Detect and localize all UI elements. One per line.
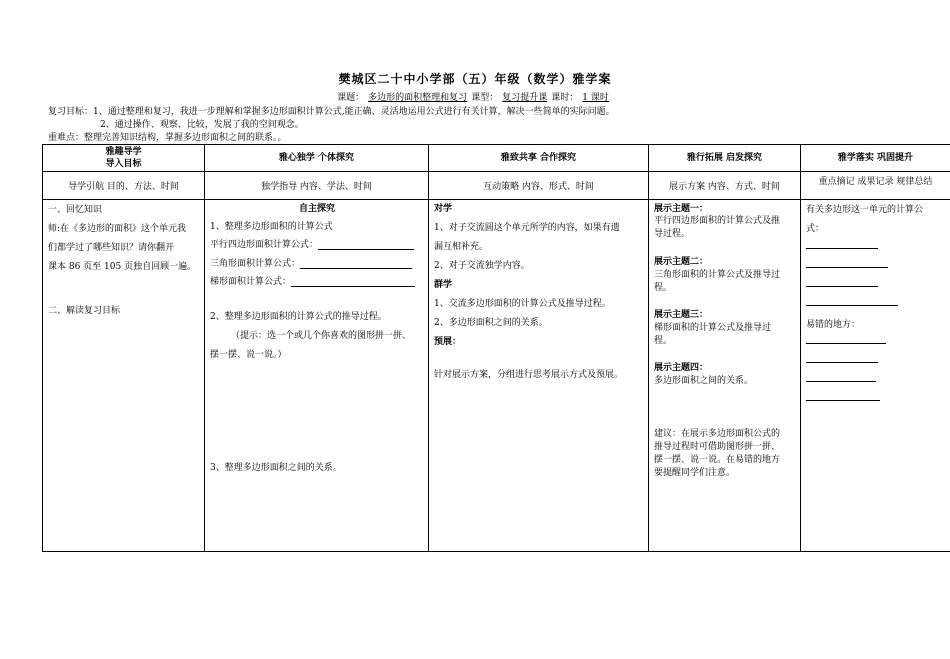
hours-value: 1 课时 xyxy=(582,93,609,103)
theme-heading: 展示主题三： xyxy=(654,310,709,320)
text-line: 1、交流多边形面积的计算公式及推导过程。 xyxy=(434,299,611,309)
formula-line-parallelogram: 平行四边形面积计算公式： xyxy=(210,237,414,250)
col-body-5 xyxy=(801,200,950,552)
text-line: 摆一摆、说一说。在易错的地方 xyxy=(654,455,781,465)
section-heading: 易错的地方： xyxy=(806,320,861,330)
col-header-5: 雅学落实 巩固提升 xyxy=(801,145,950,172)
text-line: 1、整理多边形面积的计算公式 xyxy=(210,222,333,232)
header-row xyxy=(43,145,950,172)
text-line: 程。 xyxy=(654,283,673,293)
text-line: 有关多边形这一单元的计算公 xyxy=(806,205,924,215)
answer-line[interactable] xyxy=(806,267,888,268)
text-line: 程。 xyxy=(654,336,673,346)
section-heading: 一、回忆知识 xyxy=(48,205,103,215)
col-header-1: 雅趣导学 导入目标 xyxy=(43,145,205,172)
formula-line-trapezoid: 梯形面积计算公式： xyxy=(210,274,415,287)
col-body-4 xyxy=(649,200,801,552)
answer-blank[interactable] xyxy=(291,286,415,287)
text-line: （提示：选一个或几个你喜欢的图形拼一拼、 xyxy=(231,331,412,341)
text-line: 们都学过了哪些知识？请你翻开 xyxy=(48,243,175,253)
col-subheader-5: 重点摘记 成果记录 规律总结 xyxy=(801,172,950,200)
type-value: 复习提升课 xyxy=(502,93,548,103)
topic-value: 多边形的面积整理和复习 xyxy=(368,93,468,103)
section-heading: 自主探究 xyxy=(298,204,335,214)
text-line: 漏互相补充。 xyxy=(434,242,489,252)
theme-heading: 展示主题二： xyxy=(654,257,709,267)
text-line: 建议：在展示多边形面积公式的 xyxy=(654,429,781,439)
text-line: 课本 86 页至 105 页独自回顾一遍。 xyxy=(48,262,197,272)
col-header-3: 雅致共享 合作探究 xyxy=(429,145,649,172)
text-line: 1、对子交流圆这个单元所学的内容，如果有遗 xyxy=(434,223,620,233)
hours-label: 课时： xyxy=(551,93,579,103)
subheader-row xyxy=(43,172,950,200)
col-body-2 xyxy=(205,200,429,552)
text-line: 推导过程时可借助图形拼一拼、 xyxy=(654,442,781,452)
answer-line[interactable] xyxy=(806,248,878,249)
text-line: 多边形面积之间的关系。 xyxy=(654,376,754,386)
col-subheader-1: 导学引航 目的、方法、时间 xyxy=(43,172,205,200)
answer-line[interactable] xyxy=(806,362,878,363)
answer-line[interactable] xyxy=(806,381,876,382)
answer-blank[interactable] xyxy=(318,249,414,250)
col-header-4: 雅行拓展 启发探究 xyxy=(649,145,801,172)
section-heading: 二、解读复习目标 xyxy=(48,306,121,316)
theme-heading: 展示主题一： xyxy=(654,204,709,214)
col-subheader-2: 独学指导 内容、学法、时间 xyxy=(205,172,429,200)
text-line: 2、整理多边形面积的计算公式的推导过程。 xyxy=(210,312,387,322)
text-line: 摆一摆、说一说。） xyxy=(210,350,287,360)
answer-line[interactable] xyxy=(806,286,878,287)
formula-line-triangle: 三角形面积计算公式： xyxy=(210,256,412,269)
text-line: 平行四边形面积的计算公式及推 xyxy=(654,216,781,226)
text-line: 3、整理多边形面积之间的关系。 xyxy=(210,463,342,473)
text-line: 导过程。 xyxy=(654,229,691,239)
text-line: 针对展示方案，分组进行思考展示方式及预展。 xyxy=(434,370,624,380)
col-subheader-4: 展示方案 内容、方式、时间 xyxy=(649,172,801,200)
text-line: 师:在《多边形的面积》这个单元我 xyxy=(48,224,187,234)
answer-line[interactable] xyxy=(806,400,880,401)
theme-heading: 展示主题四： xyxy=(654,363,709,373)
text-line: 2、对子交流独学内容。 xyxy=(434,261,530,271)
text-line: 要提醒同学们注意。 xyxy=(654,468,736,478)
answer-blank[interactable] xyxy=(300,268,412,269)
answer-line[interactable] xyxy=(806,305,898,306)
type-label: 课型： xyxy=(471,93,499,103)
section-heading: 群学 xyxy=(434,280,453,290)
text-line: 三角形面积的计算公式及推导过 xyxy=(654,270,781,280)
text-line: 梯形面积的计算公式及推导过 xyxy=(654,323,772,333)
col-body-3 xyxy=(429,200,649,552)
section-heading: 对学 xyxy=(434,204,453,214)
goal-line-1: 复习目标：1、通过整理和复习，我进一步理解和掌握多边形面积计算公式,能正确、灵活地运用公式进行有关计算，解决一些简单的实际问题。 xyxy=(48,107,615,117)
col-subheader-3: 互动策略 内容、形式、时间 xyxy=(429,172,649,200)
col-header-2: 雅心独学 个体探究 xyxy=(205,145,429,172)
text-line: 2、多边形面积之间的关系。 xyxy=(434,318,548,328)
topic-label: 课题： xyxy=(337,93,365,103)
lesson-meta xyxy=(0,90,950,103)
text-line: 式： xyxy=(806,224,825,234)
col-body-1 xyxy=(43,200,205,552)
section-heading: 预展： xyxy=(434,337,462,347)
key-points-line: 重难点：整理完善知识结构，掌握多边形面积之间的联系。。 xyxy=(48,133,287,143)
lesson-table xyxy=(42,144,950,552)
goal-line-2: 2、通过操作、观察、比较，发展了我的空间观念。 xyxy=(100,120,304,130)
page-title: 樊城区二十中小学部（五）年级（数学）雅学案 xyxy=(338,72,612,86)
body-row xyxy=(43,200,950,552)
answer-line[interactable] xyxy=(806,343,886,344)
